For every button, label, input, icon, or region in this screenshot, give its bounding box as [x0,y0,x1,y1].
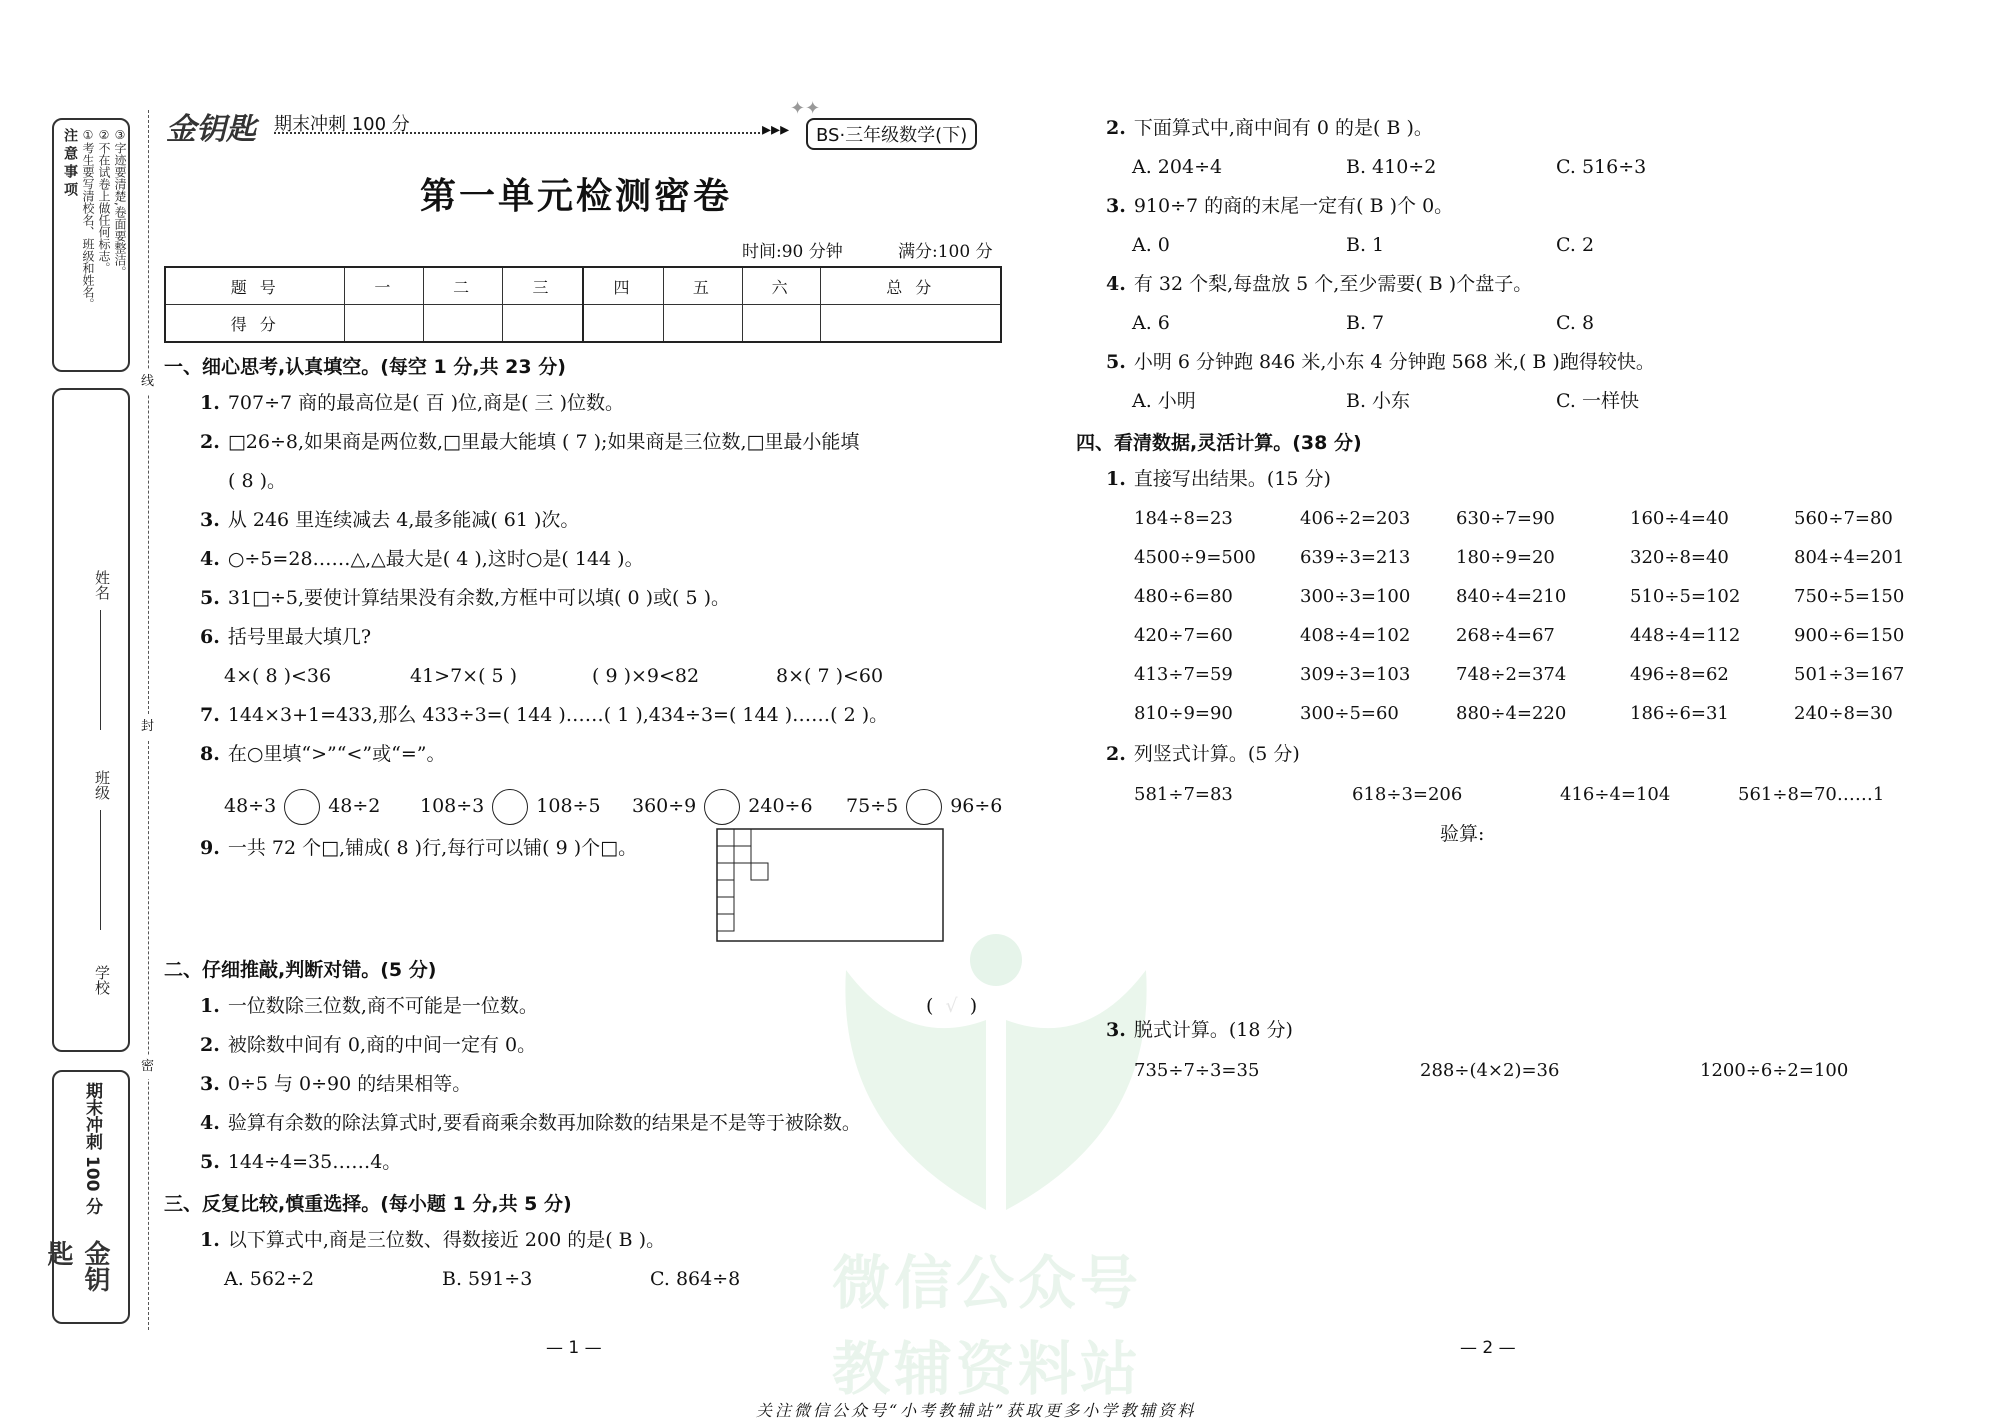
s1-q6-item: 41>7×( 5 ) [410,665,518,687]
header-series: 期末冲刺 100 分 [274,114,410,135]
brand-logo: 金钥匙 [43,1240,110,1292]
vertical-calc-item: 416÷4=104 [1560,784,1671,805]
student-info-box [52,388,130,1052]
score-cell[interactable] [742,305,821,343]
s4-q2: 2. 列竖式计算。(5 分) [1106,743,1300,765]
calc-item: 750÷5=150 [1794,586,1905,607]
s1-q5: 5. 31□÷5,要使计算结果没有余数,方框中可以填( 0 )或( 5 )。 [200,587,731,609]
compare-item: 75÷5 96÷6 [846,789,1002,825]
calc-item: 639÷3=213 [1300,547,1411,568]
grade-badge: BS·三年级数学(下) [806,118,977,150]
s4-q3: 3. 脱式计算。(18 分) [1106,1019,1293,1041]
score-head: 四 [583,267,663,305]
s1-q3-text: 从 246 里连续减去 4,最多能减( 61 )次。 [227,509,580,531]
compare-item: 48÷3 48÷2 [224,789,380,825]
s3-q5-opt[interactable]: C. 一样快 [1556,390,1639,412]
score-table [164,266,1002,343]
notice-item-2: ②不在试卷上做任何标志。 [97,128,111,274]
check-label: 验算: [1440,823,1485,845]
seal-char-xian: 线 [141,370,154,394]
s1-q5-text: 31□÷5,要使计算结果没有余数,方框中可以填( 0 )或( 5 )。 [227,587,731,609]
seal-char-mi: 密 [141,1055,154,1079]
calc-item: 880÷4=220 [1456,703,1567,724]
s3-q1-opt[interactable]: B. 591÷3 [442,1268,533,1290]
calc-item: 184÷8=23 [1134,508,1233,529]
s3-q5-opt[interactable]: A. 小明 [1132,390,1196,412]
section-1-title: 一、细心思考,认真填空。(每空 1 分,共 23 分) [164,356,566,378]
calc-item: 448÷4=112 [1630,625,1741,646]
s1-q6-text: 括号里最大填几? [227,626,372,648]
brand-box [43,1070,130,1324]
score-head: 五 [663,267,742,305]
calc-item: 510÷5=102 [1630,586,1741,607]
calc-item: 496÷8=62 [1630,664,1729,685]
exam-full-score: 满分:100 分 [898,242,993,262]
judge-item: 4. 验算有余数的除法算式时,要看商乘余数再加除数的结果是不是等于被除数。 [200,1112,861,1134]
s3-q4-opt[interactable]: B. 7 [1346,312,1385,334]
judge-item: 5. 144÷4=35……4。 [200,1151,402,1173]
order-calc-item: 735÷7÷3=35 [1134,1060,1260,1081]
s3-q3-opt[interactable]: B. 1 [1346,234,1385,256]
s1-q1: 1. 707÷7 商的最高位是( 百 )位,商是( 三 )位数。 [200,392,625,414]
s3-q2-opt[interactable]: B. 410÷2 [1346,156,1437,178]
calc-item: 406÷2=203 [1300,508,1411,529]
calc-item: 160÷4=40 [1630,508,1729,529]
compare-circle[interactable] [906,789,942,825]
s1-q4: 4. ○÷5=28……△,△最大是( 4 ),这时○是( 144 )。 [200,548,644,570]
s1-q7: 7. 144×3+1=433,那么 433÷3=( 144 )……( 1 ),434÷3=( 144 )……( 2 )。 [200,704,889,726]
s4-q1: 1. 直接写出结果。(15 分) [1106,468,1331,490]
header-rule [274,132,760,134]
compare-circle[interactable] [284,789,320,825]
s1-q3: 3. 从 246 里连续减去 4,最多能减( 61 )次。 [200,509,580,531]
section-2-title: 二、仔细推敲,判断对错。(5 分) [164,959,437,981]
s3-q4-opt[interactable]: A. 6 [1132,312,1170,334]
s3-q3: 3. 910÷7 的商的末尾一定有( B )个 0。 [1106,195,1454,217]
order-calc-item: 1200÷6÷2=100 [1700,1060,1849,1081]
calc-item: 748÷2=374 [1456,664,1567,685]
s3-q3-opt[interactable]: C. 2 [1556,234,1595,256]
name-line [100,610,101,730]
score-cell[interactable] [821,305,1001,343]
score-cell[interactable] [503,305,583,343]
section-3-title: 三、反复比较,慎重选择。(每小题 1 分,共 5 分) [164,1193,572,1215]
seal-char-feng: 封 [141,715,154,739]
s1-q4-text: ○÷5=28……△,△最大是( 4 ),这时○是( 144 )。 [227,548,644,570]
section-4-title: 四、看清数据,灵活计算。(38 分) [1076,432,1362,454]
compare-circle[interactable] [704,789,740,825]
s1-q8-text: 在○里填“>”“<”或“=”。 [227,743,446,765]
header-logo: 金钥匙 [166,112,256,147]
page-number-1: — 1 — [546,1338,602,1358]
vertical-calc-item: 618÷3=206 [1352,784,1463,805]
s3-q2-opt[interactable]: C. 516÷3 [1556,156,1647,178]
page-number-2: — 2 — [1460,1338,1516,1358]
calc-item: 501÷3=167 [1794,664,1905,685]
calc-item: 320÷8=40 [1630,547,1729,568]
watermark-text-1: 微信公众号 [832,1249,1143,1317]
s3-q1: 1. 以下算式中,商是三位数、得数接近 200 的是( B )。 [200,1229,666,1251]
s3-q1-opt[interactable]: C. 864÷8 [650,1268,741,1290]
school-label: 学校 [93,965,111,995]
sparkle-icon: ✦✦ [790,98,821,119]
notice-title: 注意事项 [62,128,78,200]
calc-item: 840÷4=210 [1456,586,1567,607]
s3-q3-opt[interactable]: A. 0 [1132,234,1170,256]
notice-item-1: ①考生要写清校名、班级和姓名。 [81,128,95,310]
s1-q6-item: ( 9 )×9<82 [592,665,700,687]
s1-q7-text: 144×3+1=433,那么 433÷3=( 144 )……( 1 ),434÷3=( 144 )……( 2 )。 [227,704,889,726]
calc-item: 413÷7=59 [1134,664,1233,685]
s1-q8: 8. 在○里填“>”“<”或“=”。 [200,743,446,765]
calc-item: 240÷8=30 [1794,703,1893,724]
score-head: 二 [424,267,503,305]
score-row-label: 得 分 [165,305,345,343]
s3-q4-opt[interactable]: C. 8 [1556,312,1595,334]
s1-q6-item: 8×( 7 )<60 [776,665,884,687]
calc-item: 300÷5=60 [1300,703,1399,724]
tiling-figure [716,828,946,944]
page-title: 第一单元检测密卷 [420,175,733,217]
calc-item: 810÷9=90 [1134,703,1233,724]
calc-item: 480÷6=80 [1134,586,1233,607]
calc-item: 180÷9=20 [1456,547,1555,568]
score-cell[interactable] [345,305,424,343]
exam-time: 时间:90 分钟 [742,242,843,262]
score-head: 六 [742,267,821,305]
name-label: 姓名 [93,570,111,600]
order-calc-item: 288÷(4×2)=36 [1420,1060,1560,1081]
calc-item: 300÷3=100 [1300,586,1411,607]
notice-item-3: ③字迹要清楚,卷面要整洁。 [113,128,127,278]
score-cell[interactable] [663,305,742,343]
calc-item: 186÷6=31 [1630,703,1729,724]
s1-q1-text: 707÷7 商的最高位是( 百 )位,商是( 三 )位数。 [227,392,625,414]
s3-q1-opt[interactable]: A. 562÷2 [224,1268,315,1290]
brand-label: 期末冲刺 100 分 [82,1082,102,1215]
vertical-calc-item: 581÷7=83 [1134,784,1233,805]
score-cell[interactable] [583,305,663,343]
watermark-logo [826,930,1156,1230]
judge-item: 3. 0÷5 与 0÷90 的结果相等。 [200,1073,472,1095]
calc-item: 560÷7=80 [1794,508,1893,529]
footer-note: 关注微信公众号“小考教辅站”获取更多小学教辅资料 [756,1401,1197,1420]
score-head: 三 [503,267,583,305]
judge-answer[interactable]: ( √ ) [926,995,978,1017]
s3-q2: 2. 下面算式中,商中间有 0 的是( B )。 [1106,117,1433,139]
class-line [100,810,101,930]
judge-item: 1. 一位数除三位数,商不可能是一位数。 [200,995,538,1017]
s3-q5-opt[interactable]: B. 小东 [1346,390,1411,412]
score-head: 一 [345,267,424,305]
s1-q9: 9. 一共 72 个□,铺成( 8 )行,每行可以铺( 9 )个□。 [200,837,638,859]
calc-item: 804÷4=201 [1794,547,1905,568]
score-head: 总 分 [821,267,1001,305]
calc-item: 408÷4=102 [1300,625,1411,646]
s3-q4: 4. 有 32 个梨,每盘放 5 个,至少需要( B )个盘子。 [1106,273,1533,295]
score-head: 题 号 [165,267,345,305]
class-label: 班级 [93,770,111,800]
judge-item: 2. 被除数中间有 0,商的中间一定有 0。 [200,1034,537,1056]
vertical-calc-item: 561÷8=70……1 [1738,784,1885,805]
s1-q2-text: □26÷8,如果商是两位数,□里最大能填 ( 7 );如果商是三位数,□里最小能填 [227,431,860,453]
calc-item: 900÷6=150 [1794,625,1905,646]
notice-box [52,118,130,372]
header-arrows: ▸▸▸ [762,119,790,140]
compare-item: 108÷3 108÷5 [420,789,601,825]
s1-q6-item: 4×( 8 )<36 [224,665,332,687]
calc-item: 268÷4=67 [1456,625,1555,646]
s1-q6: 6. 括号里最大填几? [200,626,372,648]
compare-circle[interactable] [492,789,528,825]
calc-item: 4500÷9=500 [1134,547,1256,568]
s1-q9-text: 一共 72 个□,铺成( 8 )行,每行可以铺( 9 )个□。 [227,837,638,859]
s3-q2-opt[interactable]: A. 204÷4 [1132,156,1223,178]
score-cell[interactable] [424,305,503,343]
watermark-text-2: 教辅资料站 [832,1335,1143,1403]
s3-q5: 5. 小明 6 分钟跑 846 米,小东 4 分钟跑 568 米,( B )跑得较快。 [1106,351,1655,373]
calc-item: 630÷7=90 [1456,508,1555,529]
calc-item: 420÷7=60 [1134,625,1233,646]
s1-q2: 2. □26÷8,如果商是两位数,□里最大能填 ( 7 );如果商是三位数,□里最小能填 [200,431,860,453]
s1-q2-cont: ( 8 )。 [228,470,286,492]
calc-item: 309÷3=103 [1300,664,1411,685]
compare-item: 360÷9 240÷6 [632,789,813,825]
